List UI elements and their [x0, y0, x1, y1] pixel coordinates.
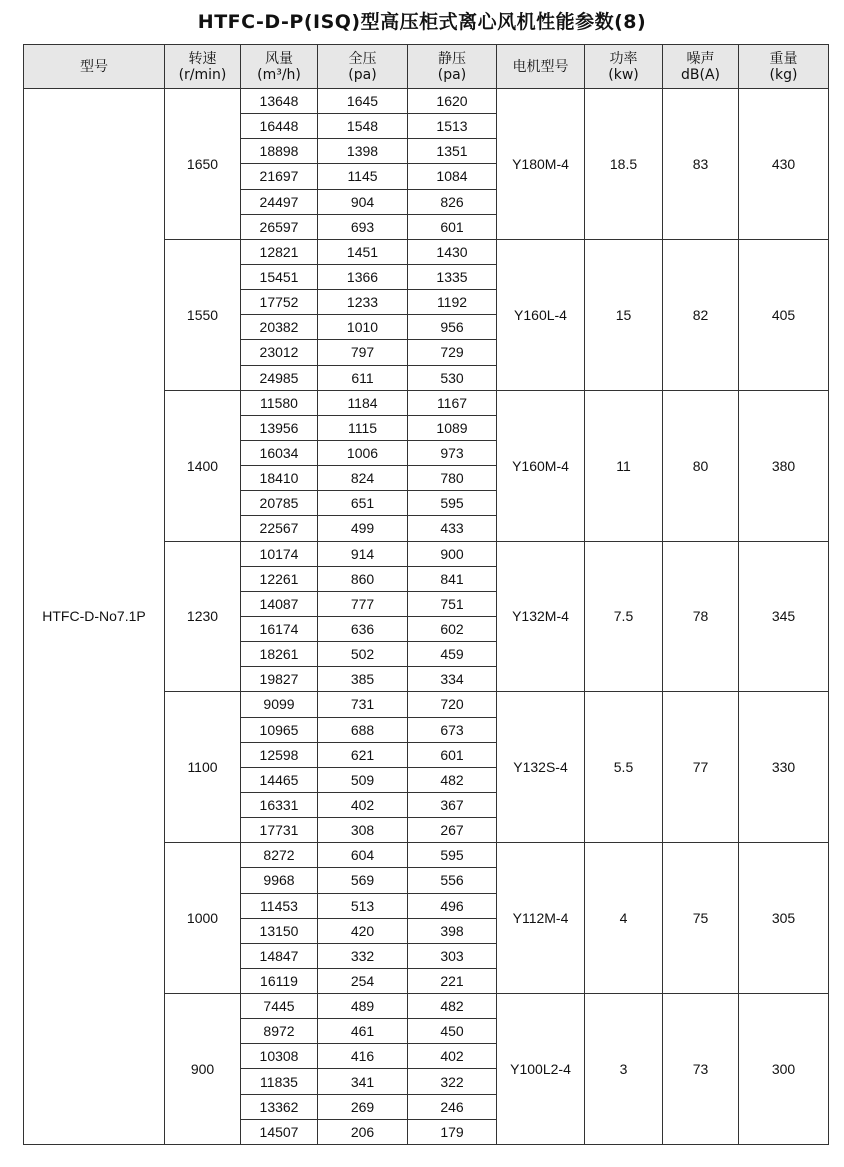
power-cell: 4 [585, 843, 663, 994]
static-pressure-cell: 530 [408, 365, 497, 390]
flow-cell: 13150 [241, 918, 318, 943]
total-pressure-cell: 1645 [318, 89, 408, 114]
static-pressure-cell: 720 [408, 692, 497, 717]
total-pressure-cell: 206 [318, 1119, 408, 1144]
speed-cell: 1400 [165, 390, 241, 541]
total-pressure-cell: 777 [318, 591, 408, 616]
total-pressure-cell: 688 [318, 717, 408, 742]
flow-cell: 17752 [241, 290, 318, 315]
flow-cell: 22567 [241, 516, 318, 541]
motor-cell: Y132S-4 [497, 692, 585, 843]
flow-cell: 7445 [241, 994, 318, 1019]
static-pressure-cell: 1430 [408, 239, 497, 264]
flow-cell: 13648 [241, 89, 318, 114]
total-pressure-cell: 1006 [318, 440, 408, 465]
flow-cell: 24497 [241, 189, 318, 214]
static-pressure-cell: 956 [408, 315, 497, 340]
power-cell: 15 [585, 239, 663, 390]
static-pressure-cell: 482 [408, 767, 497, 792]
static-pressure-cell: 1513 [408, 114, 497, 139]
flow-cell: 11835 [241, 1069, 318, 1094]
total-pressure-cell: 904 [318, 189, 408, 214]
header-speed-unit: (r/min) [178, 66, 227, 83]
total-pressure-cell: 308 [318, 818, 408, 843]
total-pressure-cell: 731 [318, 692, 408, 717]
flow-cell: 12261 [241, 566, 318, 591]
noise-cell: 73 [663, 994, 739, 1145]
motor-cell: Y112M-4 [497, 843, 585, 994]
weight-cell: 305 [739, 843, 829, 994]
power-cell: 18.5 [585, 89, 663, 240]
header-model: 型号 [24, 45, 165, 89]
static-pressure-cell: 602 [408, 616, 497, 641]
header-flow [241, 45, 318, 89]
total-pressure-cell: 513 [318, 893, 408, 918]
flow-cell: 15451 [241, 264, 318, 289]
header-static-pressure [408, 45, 497, 89]
total-pressure-cell: 1366 [318, 264, 408, 289]
weight-cell: 330 [739, 692, 829, 843]
header-flow-label: 风量 [265, 50, 293, 67]
flow-cell: 11580 [241, 390, 318, 415]
total-pressure-cell: 341 [318, 1069, 408, 1094]
flow-cell: 19827 [241, 667, 318, 692]
static-pressure-cell: 556 [408, 868, 497, 893]
total-pressure-cell: 824 [318, 466, 408, 491]
flow-cell: 9968 [241, 868, 318, 893]
static-pressure-cell: 1089 [408, 415, 497, 440]
header-noise-label: 噪声 [686, 50, 715, 67]
total-pressure-cell: 420 [318, 918, 408, 943]
header-row [24, 45, 829, 89]
power-cell: 11 [585, 390, 663, 541]
flow-cell: 18898 [241, 139, 318, 164]
header-static-pressure-unit: (pa) [437, 66, 467, 83]
header-weight-unit: (kg) [769, 66, 798, 83]
static-pressure-cell: 673 [408, 717, 497, 742]
noise-cell: 75 [663, 843, 739, 994]
flow-cell: 12598 [241, 742, 318, 767]
static-pressure-cell: 496 [408, 893, 497, 918]
power-cell: 7.5 [585, 541, 663, 692]
total-pressure-cell: 914 [318, 541, 408, 566]
header-total-pressure [318, 45, 408, 89]
header-power [585, 45, 663, 89]
speed-cell: 1230 [165, 541, 241, 692]
total-pressure-cell: 269 [318, 1094, 408, 1119]
total-pressure-cell: 621 [318, 742, 408, 767]
flow-cell: 8272 [241, 843, 318, 868]
flow-cell: 24985 [241, 365, 318, 390]
static-pressure-cell: 433 [408, 516, 497, 541]
noise-cell: 80 [663, 390, 739, 541]
total-pressure-cell: 1451 [318, 239, 408, 264]
motor-cell: Y180M-4 [497, 89, 585, 240]
static-pressure-cell: 1351 [408, 139, 497, 164]
speed-cell: 1100 [165, 692, 241, 843]
header-power-label: 功率 [609, 50, 638, 67]
header-noise [663, 45, 739, 89]
static-pressure-cell: 751 [408, 591, 497, 616]
model-cell: HTFC-D-No7.1P [24, 89, 165, 1145]
flow-cell: 16331 [241, 792, 318, 817]
total-pressure-cell: 332 [318, 943, 408, 968]
static-pressure-cell: 601 [408, 214, 497, 239]
weight-cell: 345 [739, 541, 829, 692]
static-pressure-cell: 900 [408, 541, 497, 566]
motor-cell: Y160L-4 [497, 239, 585, 390]
flow-cell: 26597 [241, 214, 318, 239]
flow-cell: 13956 [241, 415, 318, 440]
static-pressure-cell: 482 [408, 994, 497, 1019]
total-pressure-cell: 416 [318, 1044, 408, 1069]
total-pressure-cell: 489 [318, 994, 408, 1019]
total-pressure-cell: 1184 [318, 390, 408, 415]
table-header [24, 45, 829, 89]
static-pressure-cell: 826 [408, 189, 497, 214]
speed-cell: 1650 [165, 89, 241, 240]
flow-cell: 10965 [241, 717, 318, 742]
motor-cell: Y132M-4 [497, 541, 585, 692]
flow-cell: 12821 [241, 239, 318, 264]
header-static-pressure-label: 静压 [438, 50, 466, 67]
flow-cell: 21697 [241, 164, 318, 189]
header-total-pressure-unit: (pa) [348, 66, 377, 83]
header-speed [165, 45, 241, 89]
static-pressure-cell: 595 [408, 843, 497, 868]
flow-cell: 9099 [241, 692, 318, 717]
total-pressure-cell: 860 [318, 566, 408, 591]
total-pressure-cell: 611 [318, 365, 408, 390]
static-pressure-cell: 398 [408, 918, 497, 943]
static-pressure-cell: 841 [408, 566, 497, 591]
static-pressure-cell: 1167 [408, 390, 497, 415]
flow-cell: 13362 [241, 1094, 318, 1119]
static-pressure-cell: 246 [408, 1094, 497, 1119]
static-pressure-cell: 780 [408, 466, 497, 491]
static-pressure-cell: 1620 [408, 89, 497, 114]
static-pressure-cell: 1335 [408, 264, 497, 289]
header-noise-unit: dB(A) [681, 66, 720, 83]
flow-cell: 18261 [241, 642, 318, 667]
total-pressure-cell: 797 [318, 340, 408, 365]
total-pressure-cell: 509 [318, 767, 408, 792]
flow-cell: 16119 [241, 968, 318, 993]
total-pressure-cell: 604 [318, 843, 408, 868]
total-pressure-cell: 502 [318, 642, 408, 667]
speed-cell: 1550 [165, 239, 241, 390]
static-pressure-cell: 402 [408, 1044, 497, 1069]
motor-cell: Y160M-4 [497, 390, 585, 541]
flow-cell: 20785 [241, 491, 318, 516]
flow-cell: 18410 [241, 466, 318, 491]
static-pressure-cell: 179 [408, 1119, 497, 1144]
flow-cell: 23012 [241, 340, 318, 365]
static-pressure-cell: 1084 [408, 164, 497, 189]
weight-cell: 380 [739, 390, 829, 541]
total-pressure-cell: 1398 [318, 139, 408, 164]
header-flow-unit: (m³/h) [257, 66, 301, 83]
power-cell: 3 [585, 994, 663, 1145]
flow-cell: 20382 [241, 315, 318, 340]
total-pressure-cell: 1115 [318, 415, 408, 440]
total-pressure-cell: 569 [318, 868, 408, 893]
static-pressure-cell: 267 [408, 818, 497, 843]
total-pressure-cell: 636 [318, 616, 408, 641]
static-pressure-cell: 1192 [408, 290, 497, 315]
total-pressure-cell: 402 [318, 792, 408, 817]
flow-cell: 16034 [241, 440, 318, 465]
table-row [24, 89, 829, 114]
static-pressure-cell: 729 [408, 340, 497, 365]
weight-cell: 430 [739, 89, 829, 240]
flow-cell: 11453 [241, 893, 318, 918]
flow-cell: 14847 [241, 943, 318, 968]
flow-cell: 14507 [241, 1119, 318, 1144]
total-pressure-cell: 651 [318, 491, 408, 516]
flow-cell: 16174 [241, 616, 318, 641]
header-weight [739, 45, 829, 89]
header-motor: 电机型号 [497, 45, 585, 89]
static-pressure-cell: 334 [408, 667, 497, 692]
static-pressure-cell: 595 [408, 491, 497, 516]
motor-cell: Y100L2-4 [497, 994, 585, 1145]
header-power-unit: (kw) [608, 66, 639, 83]
performance-table [23, 44, 829, 1145]
total-pressure-cell: 1233 [318, 290, 408, 315]
speed-cell: 1000 [165, 843, 241, 994]
static-pressure-cell: 322 [408, 1069, 497, 1094]
flow-cell: 10308 [241, 1044, 318, 1069]
flow-cell: 14465 [241, 767, 318, 792]
flow-cell: 8972 [241, 1019, 318, 1044]
table-body [24, 89, 829, 1145]
weight-cell: 300 [739, 994, 829, 1145]
flow-cell: 16448 [241, 114, 318, 139]
flow-cell: 14087 [241, 591, 318, 616]
total-pressure-cell: 385 [318, 667, 408, 692]
static-pressure-cell: 221 [408, 968, 497, 993]
weight-cell: 405 [739, 239, 829, 390]
noise-cell: 78 [663, 541, 739, 692]
total-pressure-cell: 1548 [318, 114, 408, 139]
static-pressure-cell: 459 [408, 642, 497, 667]
total-pressure-cell: 693 [318, 214, 408, 239]
page-title: HTFC-D-P(ISQ)型高压柜式离心风机性能参数(8) [197, 11, 647, 33]
noise-cell: 77 [663, 692, 739, 843]
header-weight-label: 重量 [769, 50, 798, 67]
speed-cell: 900 [165, 994, 241, 1145]
static-pressure-cell: 450 [408, 1019, 497, 1044]
header-speed-label: 转速 [188, 50, 217, 67]
noise-cell: 83 [663, 89, 739, 240]
header-total-pressure-label: 全压 [348, 50, 377, 67]
noise-cell: 82 [663, 239, 739, 390]
power-cell: 5.5 [585, 692, 663, 843]
total-pressure-cell: 499 [318, 516, 408, 541]
total-pressure-cell: 1010 [318, 315, 408, 340]
static-pressure-cell: 303 [408, 943, 497, 968]
flow-cell: 10174 [241, 541, 318, 566]
static-pressure-cell: 601 [408, 742, 497, 767]
static-pressure-cell: 973 [408, 440, 497, 465]
total-pressure-cell: 1145 [318, 164, 408, 189]
total-pressure-cell: 461 [318, 1019, 408, 1044]
flow-cell: 17731 [241, 818, 318, 843]
total-pressure-cell: 254 [318, 968, 408, 993]
static-pressure-cell: 367 [408, 792, 497, 817]
